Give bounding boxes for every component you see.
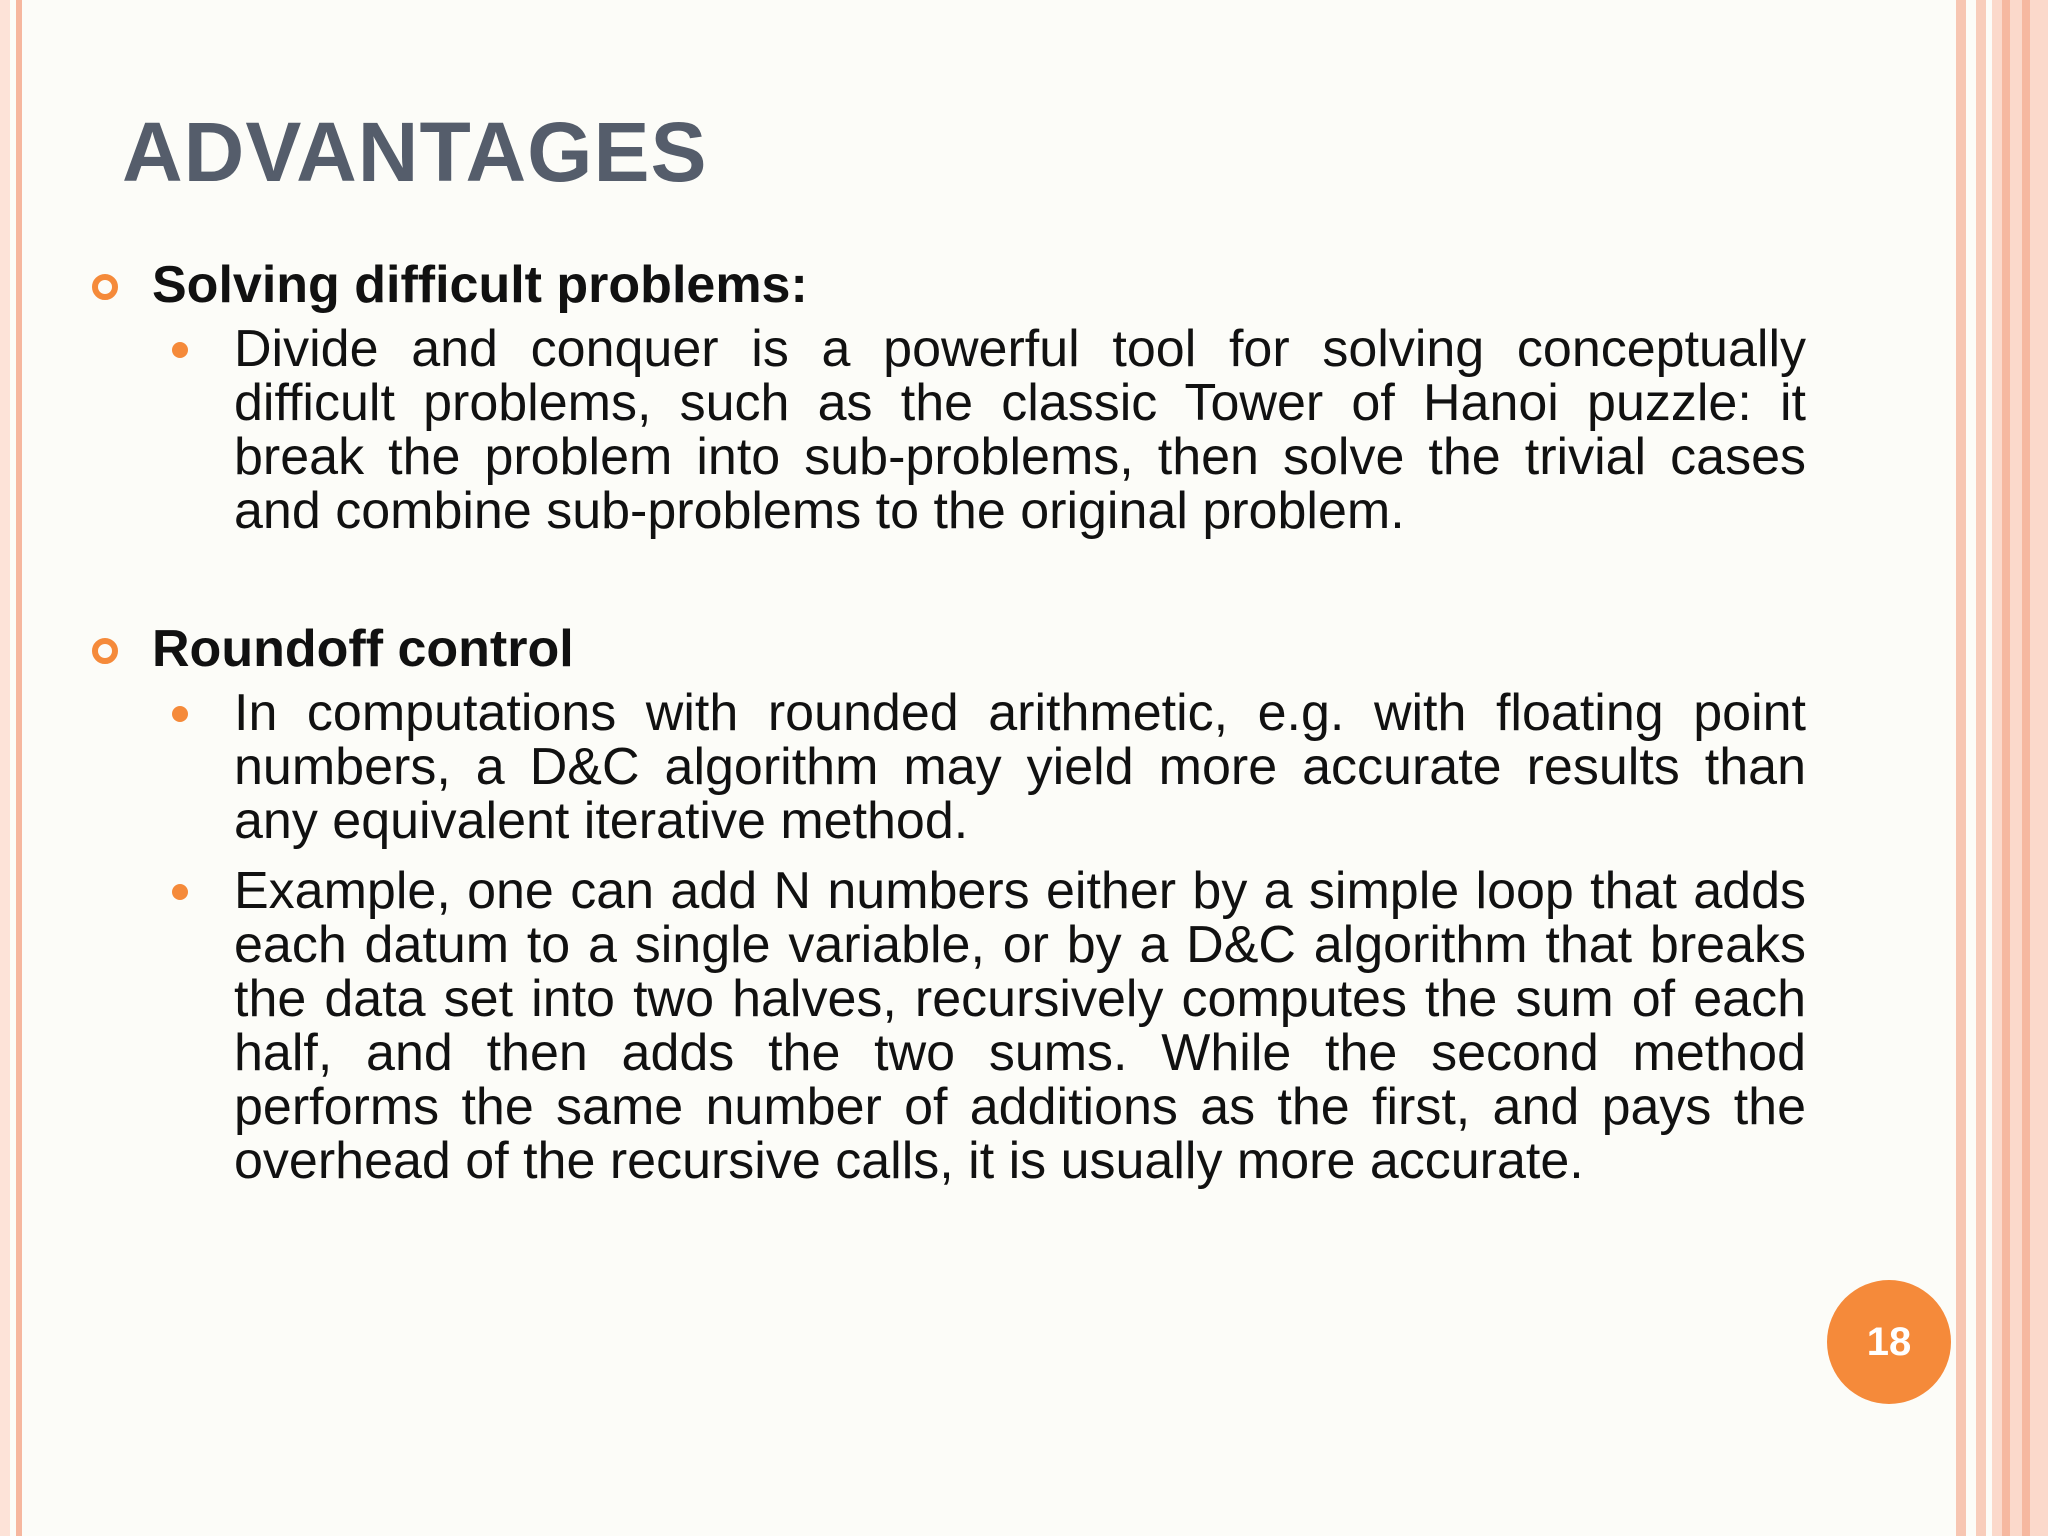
- bullet-list: [152, 322, 1806, 538]
- list-item-text: Divide and conquer is a powerful tool for solving conceptually difficult problems, such as the classic Tower of Hanoi puzzle: it break the problem into sub-problems, then solve the trivial cases and combine sub-problems to the original problem.: [234, 320, 1806, 540]
- hollow-circle-icon: [92, 638, 118, 664]
- section-roundoff-control: [90, 616, 1806, 1188]
- right-border-stripe: [2002, 0, 2010, 1536]
- list-item-text: In computations with rounded arithmetic, e.g. with floating point numbers, a D&C algorithm may yield more accurate results than any equivalent iterative method.: [234, 684, 1806, 850]
- hollow-circle-icon: [92, 274, 118, 300]
- list-item: [152, 322, 1806, 538]
- right-border-stripe: [1976, 0, 1986, 1536]
- section-heading: Roundoff control: [152, 620, 574, 678]
- section-heading: Solving difficult problems:: [152, 256, 808, 314]
- bullet-list: [152, 686, 1806, 1188]
- slide-title: ADVANTAGES: [122, 105, 708, 199]
- filled-circle-icon: [172, 342, 188, 358]
- filled-circle-icon: [172, 706, 188, 722]
- list-item: [152, 864, 1806, 1188]
- filled-circle-icon: [172, 884, 188, 900]
- right-border-stripe: [2022, 0, 2030, 1536]
- right-border-stripe: [1956, 0, 1966, 1536]
- list-item: [152, 686, 1806, 848]
- right-border-decoration: [1992, 0, 2048, 1536]
- page-number-badge: 18: [1827, 1280, 1951, 1404]
- list-item-text: Example, one can add N numbers either by a simple loop that adds each datum to a single variable, or by a D&C algorithm that breaks the data set into two halves, recursively computes the sum of each half, and then adds the two sums. While the second method performs the same number of additions as the first, and pays the overhead of the recursive calls, it is usually more accurate.: [234, 862, 1806, 1190]
- left-border-decoration: [0, 0, 10, 1536]
- slide-content: [90, 252, 1806, 1204]
- section-solving-difficult-problems: [90, 252, 1806, 538]
- left-border-stripe: [16, 0, 22, 1536]
